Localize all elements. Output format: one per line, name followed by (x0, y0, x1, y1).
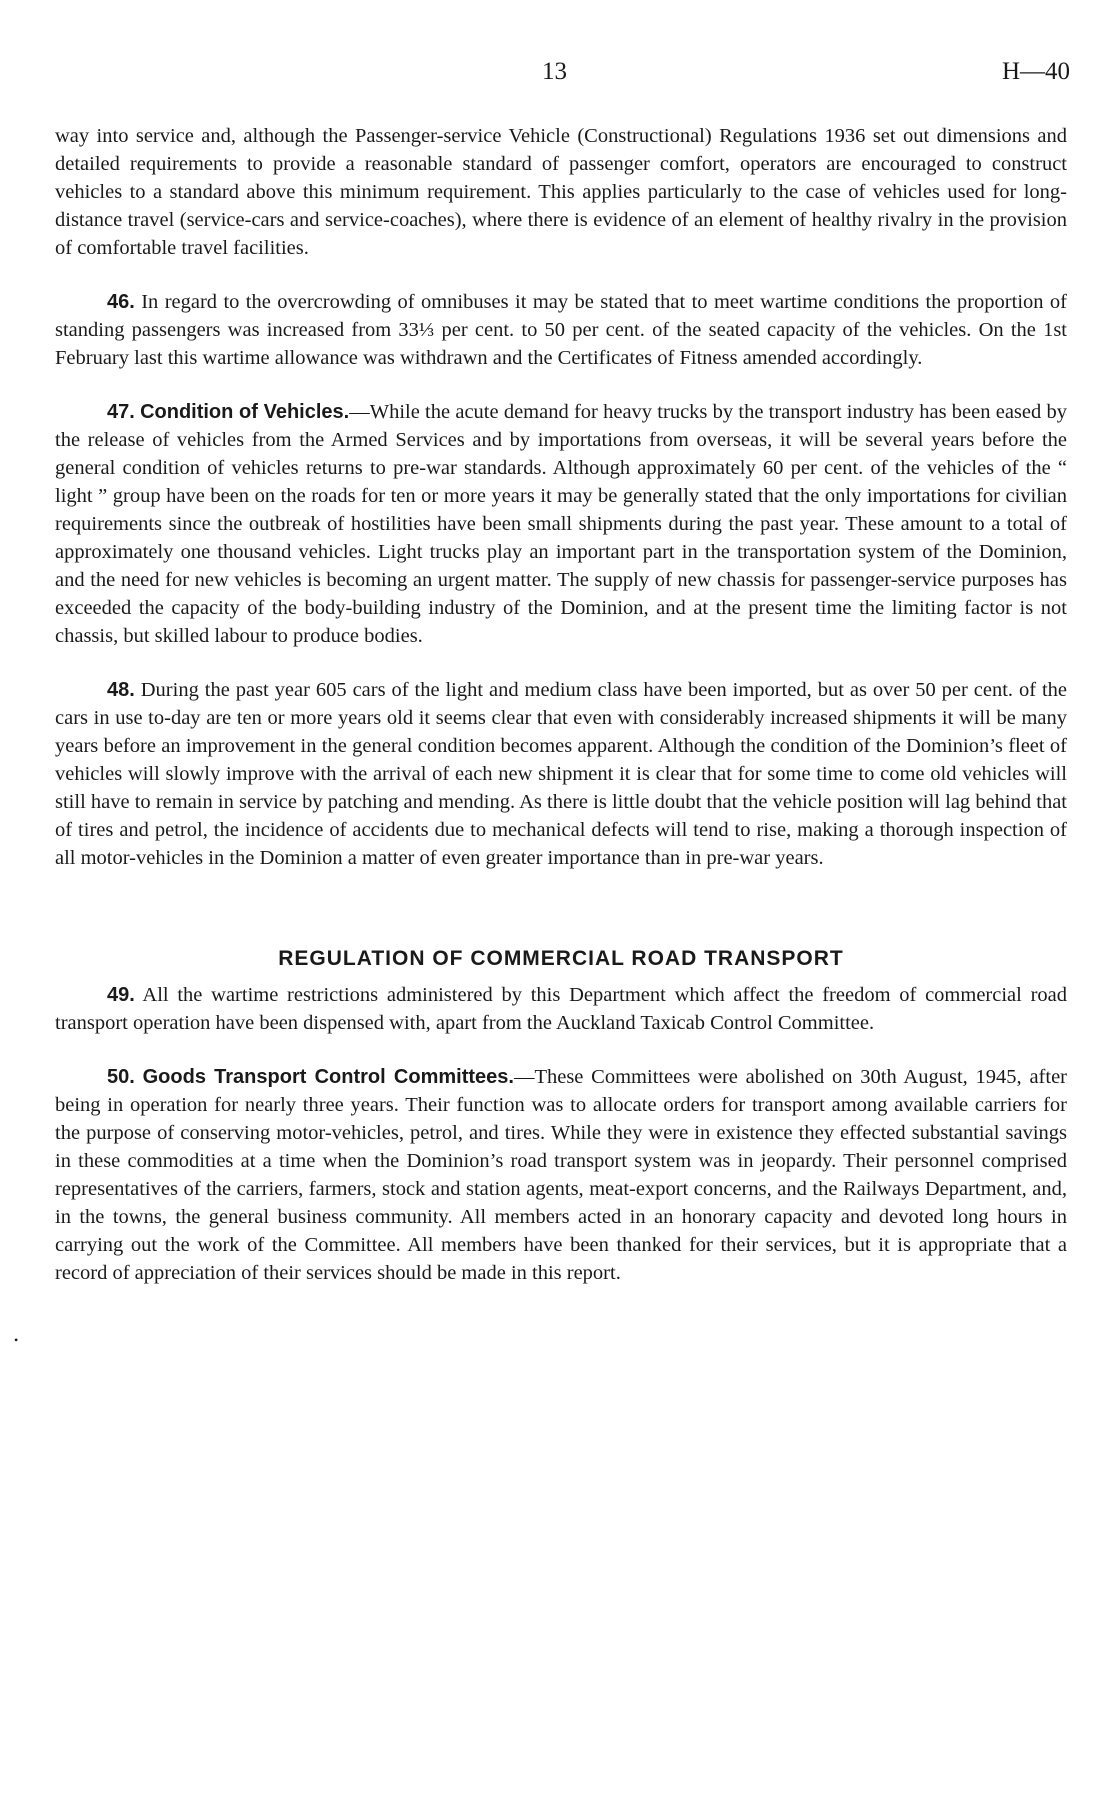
paragraph-text: —These Committees were abolished on 30th August, 1945, after being in operation for nearly three years. Their function was to allocate orders for transport among available carriers for the purpose of conserving motor-vehicles, petrol, and tires. While they were in existence they effected substantial savings in these commodities at a time when the Dominion’s road transport system was in jeopardy. Their personnel comprised representatives of the carriers, farmers, stock and station agents, meat-export concerns, and the Railways Department, and, in the towns, the general business community. All members acted in an honorary capacity and devoted long hours in carrying out the work of the Committee. All members have been thanked for their services, but it is appropriate that a record of appreciation of their services should be made in this report. (55, 1066, 1068, 1284)
paragraph-text: During the past year 605 cars of the light and medium class have been imported, but as over 50 per cent. of the cars in use to-day are ten or more years old it seems clear that even with considerably increased shipments it will be many years before an improvement in the general condition becomes apparent. Although the condition of the Dominion’s fleet of vehicles will slowly improve with the arrival of each new shipment it is clear that for some time to come old vehicles will still have to remain in service by patching and mending. As there is little doubt that the vehicle position will lag behind that of tires and petrol, the incidence of accidents due to mechanical defects will tend to rise, making a thorough inspection of all motor-vehicles in the Dominion a matter of even greater importance than in pre-war years. (55, 679, 1068, 869)
paragraph-48 (55, 676, 1067, 872)
paragraph-text: way into service and, although the Passenger-service Vehicle (Constructional) Regulations 1936 set out dimensions and detailed requirements to provide a reasonable standard of passenger comfort, operators are encouraged to construct vehicles to a standard above this minimum requirement. This applies particularly to the case of vehicles used for long-distance travel (service-cars and service-coaches), where there is evidence of an element of healthy rivalry in the provision of comfortable travel facilities. (55, 125, 1067, 259)
paragraph-number: 50. (107, 1066, 135, 1088)
paragraph-47 (55, 398, 1067, 650)
paragraph-heading: Goods Transport Control Committees. (142, 1066, 514, 1088)
paragraph-text: In regard to the overcrowding of omnibuses it may be stated that to meet wartime conditions the proportion of standing passengers was increased from 33⅓ per cent. to 50 per cent. of the seated capacity of the vehicles. On the 1st February last this wartime allowance was withdrawn and the Certificates of Fitness amended accordingly. (55, 291, 1067, 369)
paragraph-number: 46. (107, 291, 135, 313)
document-body (55, 122, 1067, 1313)
paragraph-number: 47. (107, 401, 135, 423)
page-number: 13 (542, 58, 567, 85)
paragraph-49 (55, 981, 1067, 1037)
section-heading: REGULATION OF COMMERCIAL ROAD TRANSPORT (278, 947, 844, 970)
paragraph-46 (55, 288, 1067, 372)
page-header (0, 58, 1114, 92)
document-reference: H—40 (1001, 58, 1070, 85)
paragraph-45-continued (55, 122, 1067, 262)
paragraph-number: 48. (107, 679, 135, 701)
paragraph-heading: Condition of Vehicles. (140, 401, 350, 423)
paragraph-number: 49. (107, 984, 135, 1006)
paragraph-50 (55, 1063, 1067, 1287)
margin-mark: • (14, 1333, 19, 1347)
paragraph-text: —While the acute demand for heavy trucks by the transport industry has been eased by the release of vehicles from the Armed Services and by importations from overseas, it will be several years before the general condition of vehicles returns to pre-war standards. Although approximately 60 per cent. of the vehicles of the “ light ” group have been on the roads for ten or more years it may be generally stated that the only importations for civilian requirements since the outbreak of hostilities have been small shipments during the past year. These amount to a total of approximately one thousand vehicles. Light trucks play an important part in the transportation system of the Dominion, and the need for new vehicles is becoming an urgent matter. The supply of new chassis for passenger-service purposes has exceeded the capacity of the body-building industry of the Dominion, and at the present time the limiting factor is not chassis, but skilled labour to produce bodies. (55, 401, 1068, 647)
paragraph-text: All the wartime restrictions administered by this Department which affect the freedom of commercial road transport operation have been dispensed with, apart from the Auckland Taxicab Control Committee. (55, 984, 1067, 1034)
